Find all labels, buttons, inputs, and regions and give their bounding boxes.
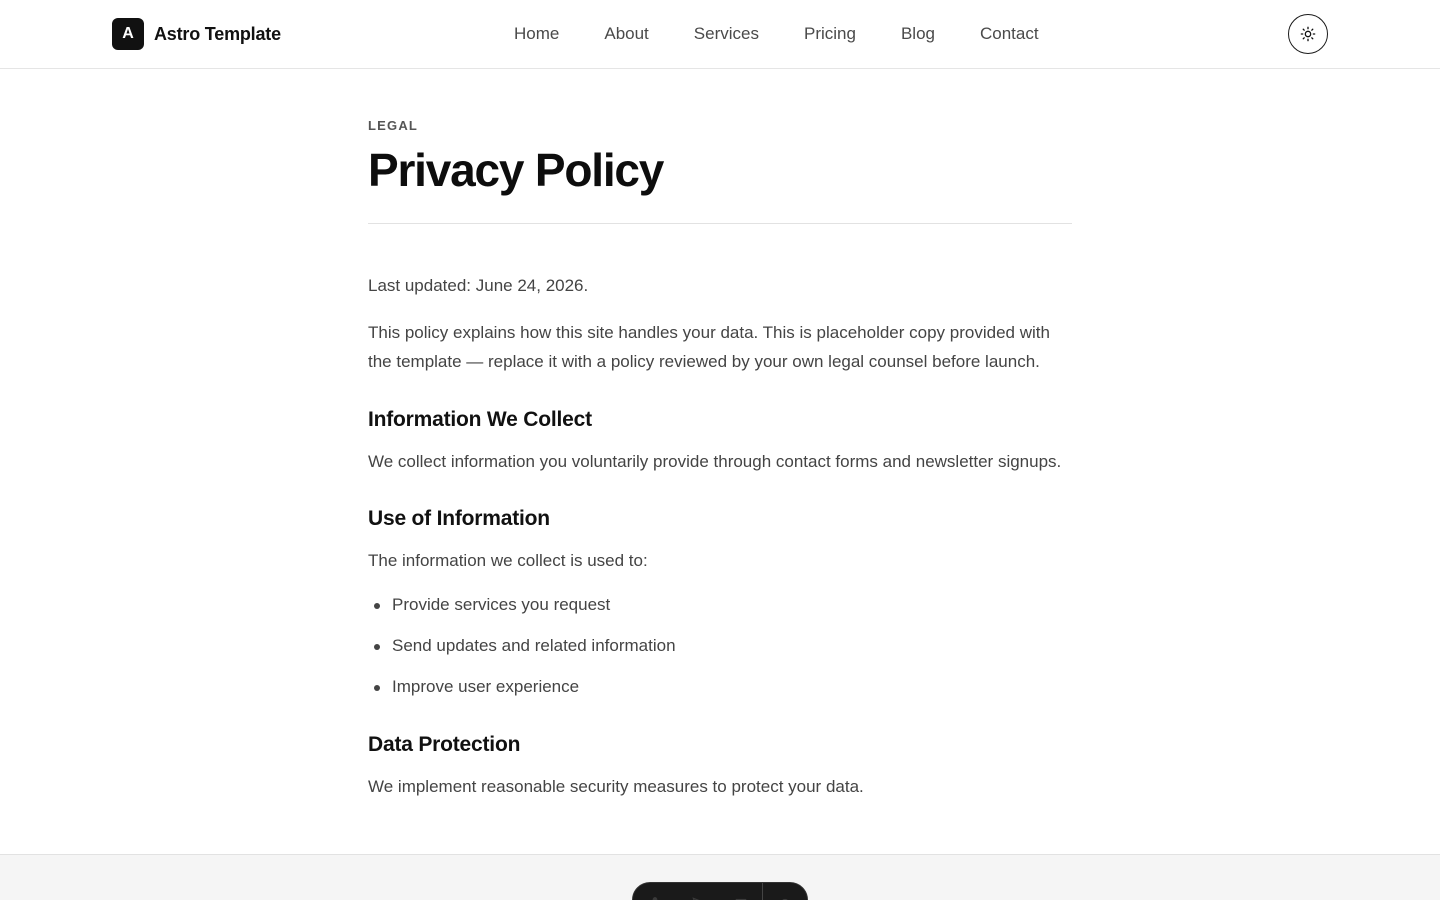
use-of-information-list <box>368 593 1072 699</box>
inspect-icon[interactable] <box>676 891 719 900</box>
list-item: Provide services you request <box>368 593 1072 617</box>
section-heading-information-we-collect: Information We Collect <box>368 408 592 431</box>
section-body-use-of-information: The information we collect is used to: <box>368 551 648 570</box>
title-divider <box>368 223 1072 224</box>
section-heading-data-protection: Data Protection <box>368 733 521 756</box>
list-item: Improve user experience <box>368 675 1072 699</box>
microphone-icon[interactable] <box>633 891 676 900</box>
sun-icon <box>1300 26 1316 42</box>
menu-icon[interactable] <box>719 891 762 900</box>
settings-icon[interactable] <box>763 891 806 900</box>
theme-toggle-button[interactable] <box>1288 14 1328 54</box>
site-header <box>0 0 1440 69</box>
last-updated-text: Last updated: June 24, 2026. <box>368 276 589 295</box>
intro-paragraph: This policy explains how this site handles your data. This is placeholder copy provided with the template — replace it with a policy reviewed by your own legal counsel before launch. <box>368 323 1050 371</box>
nav-link-pricing[interactable]: Pricing <box>803 24 856 43</box>
brand-mark: A <box>112 18 144 50</box>
nav-link-home[interactable]: Home <box>514 24 560 43</box>
nav-link-services[interactable]: Services <box>693 24 759 43</box>
list-item: Send updates and related information <box>368 634 1072 658</box>
section-body-information-we-collect: We collect information you voluntarily provide through contact forms and newsletter signups. <box>368 452 1062 471</box>
dev-toolbar-dock <box>632 882 808 900</box>
main-nav <box>514 22 1039 46</box>
nav-link-blog[interactable]: Blog <box>900 24 935 43</box>
nav-link-about[interactable]: About <box>604 24 649 43</box>
brand-logo-link[interactable] <box>112 18 281 50</box>
section-heading-use-of-information: Use of Information <box>368 507 550 530</box>
section-body-data-protection: We implement reasonable security measures to protect your data. <box>368 777 864 796</box>
page-eyebrow: LEGAL <box>368 118 419 133</box>
page-title: Privacy Policy <box>368 144 664 196</box>
site-footer <box>0 854 1440 900</box>
main-content <box>368 116 1072 799</box>
brand-name: Astro Template <box>154 23 281 44</box>
nav-link-contact[interactable]: Contact <box>979 24 1039 43</box>
